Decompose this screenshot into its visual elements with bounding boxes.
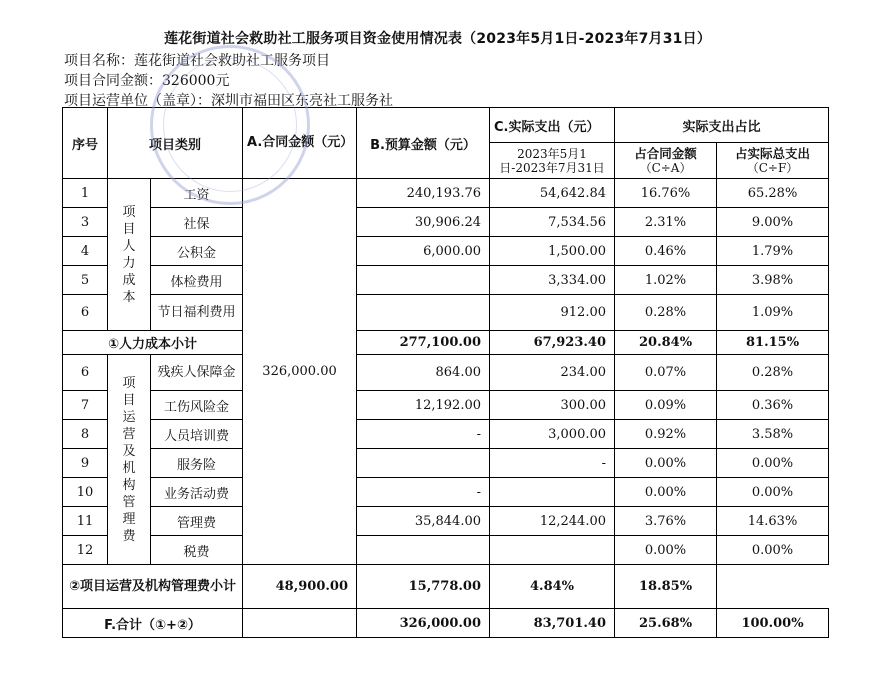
row-actual [490, 478, 615, 507]
group-label-ops: 项目运营及机构管理费 [108, 355, 151, 565]
project-name: 项目名称：莲花街道社会救助社工服务项目 [64, 53, 330, 69]
row-pct-contract: 0.00% [615, 478, 717, 507]
table-row [63, 507, 829, 536]
table-row [63, 536, 829, 565]
row-budget: 864.00 [357, 355, 490, 391]
row-pct-contract: 0.28% [615, 295, 717, 331]
operator-unit: 项目运营单位（盖章）：深圳市福田区东亮社工服务社 [64, 93, 393, 109]
row-pct-total: 0.00% [717, 536, 829, 565]
header-ratio-total-label: 占实际总支出 [735, 145, 811, 161]
header-ratio-contract-label: 占合同金额 [634, 145, 697, 161]
table-row [63, 420, 829, 449]
row-budget [357, 266, 490, 295]
row-budget [357, 295, 490, 331]
subtotal-actual: 15,778.00 [357, 565, 490, 609]
row-item: 社保 [151, 208, 243, 237]
row-actual: 54,642.84 [490, 179, 615, 208]
row-seq: 5 [63, 266, 108, 295]
row-seq: 1 [63, 179, 108, 208]
table-row [63, 295, 829, 331]
row-item: 管理费 [151, 507, 243, 536]
row-seq: 11 [63, 507, 108, 536]
row-seq: 8 [63, 420, 108, 449]
header-ratio-total-formula: （C÷F） [746, 160, 799, 175]
row-item: 工资 [151, 179, 243, 208]
row-budget: 240,193.76 [357, 179, 490, 208]
group-label-hr: 项目人力成本 [108, 179, 151, 331]
grand-total-budget: 326,000.00 [357, 609, 490, 638]
row-budget: - [357, 420, 490, 449]
row-item: 人员培训费 [151, 420, 243, 449]
row-pct-total: 0.00% [717, 478, 829, 507]
header-budget: B.预算金额（元） [357, 108, 490, 179]
fund-usage-table [62, 107, 829, 638]
header-seq: 序号 [63, 108, 108, 179]
row-seq: 6 [63, 355, 108, 391]
header-actual-period: 2023年5月1日-2023年7月31日 [490, 143, 615, 179]
row-pct-contract: 0.09% [615, 391, 717, 420]
row-actual: 3,334.00 [490, 266, 615, 295]
row-seq: 7 [63, 391, 108, 420]
grand-total-row [63, 609, 829, 638]
row-item: 公积金 [151, 237, 243, 266]
contract-total: 326,000.00 [243, 179, 357, 565]
row-actual: - [490, 449, 615, 478]
row-seq: 3 [63, 208, 108, 237]
header-ratio-contract-formula: （C÷A） [639, 160, 692, 175]
subtotal-budget: 277,100.00 [357, 331, 490, 355]
row-budget [357, 449, 490, 478]
subtotal-row-ops [63, 565, 829, 609]
row-item: 业务活动费 [151, 478, 243, 507]
subtotal-pct-total: 81.15% [717, 331, 829, 355]
row-pct-total: 3.98% [717, 266, 829, 295]
header-ratio-total [717, 143, 829, 179]
row-pct-contract: 1.02% [615, 266, 717, 295]
table-row [63, 355, 829, 391]
row-actual: 234.00 [490, 355, 615, 391]
row-pct-total: 9.00% [717, 208, 829, 237]
row-item: 节日福利费用 [151, 295, 243, 331]
row-actual: 3,000.00 [490, 420, 615, 449]
header-category: 项目类别 [108, 108, 243, 179]
row-pct-total: 65.28% [717, 179, 829, 208]
header-ratio-contract [615, 143, 717, 179]
row-pct-total: 3.58% [717, 420, 829, 449]
contract-amount: 项目合同金额：326000元 [64, 73, 230, 89]
row-pct-contract: 0.00% [615, 536, 717, 565]
row-item: 服务险 [151, 449, 243, 478]
row-seq: 9 [63, 449, 108, 478]
row-actual: 300.00 [490, 391, 615, 420]
row-item: 税费 [151, 536, 243, 565]
subtotal-label: ②项目运营及机构管理费小计 [63, 565, 243, 609]
subtotal-actual: 67,923.40 [490, 331, 615, 355]
grand-total-label: F.合计（①+②） [63, 609, 243, 638]
row-budget: 6,000.00 [357, 237, 490, 266]
row-budget: 30,906.24 [357, 208, 490, 237]
table-row [63, 179, 829, 208]
row-pct-contract: 3.76% [615, 507, 717, 536]
table-row [63, 449, 829, 478]
row-seq: 6 [63, 295, 108, 331]
row-pct-total: 14.63% [717, 507, 829, 536]
subtotal-budget: 48,900.00 [243, 565, 357, 609]
header-contract: A.合同金额（元） [243, 108, 357, 179]
row-pct-total: 0.28% [717, 355, 829, 391]
grand-total-contract-cell [243, 609, 357, 638]
page-title: 莲花街道社会救助社工服务项目资金使用情况表（2023年5月1日-2023年7月31日） [163, 31, 712, 47]
subtotal-pct-contract: 4.84% [490, 565, 615, 609]
subtotal-pct-total: 18.85% [615, 565, 717, 609]
table-row [63, 237, 829, 266]
row-pct-total: 1.79% [717, 237, 829, 266]
row-pct-contract: 0.92% [615, 420, 717, 449]
table-row [63, 266, 829, 295]
row-item: 残疾人保障金 [151, 355, 243, 391]
row-actual: 1,500.00 [490, 237, 615, 266]
header-ratio: 实际支出占比 [615, 108, 829, 143]
row-pct-total: 0.00% [717, 449, 829, 478]
table-row [63, 391, 829, 420]
subtotal-row-hr [63, 331, 829, 355]
row-item: 体检费用 [151, 266, 243, 295]
row-actual: 12,244.00 [490, 507, 615, 536]
row-pct-total: 1.09% [717, 295, 829, 331]
row-item: 工伤风险金 [151, 391, 243, 420]
row-seq: 10 [63, 478, 108, 507]
table-row [63, 208, 829, 237]
subtotal-label: ①人力成本小计 [63, 331, 243, 355]
row-pct-contract: 0.07% [615, 355, 717, 391]
table-row [63, 478, 829, 507]
row-pct-contract: 0.46% [615, 237, 717, 266]
row-actual [490, 536, 615, 565]
row-actual: 912.00 [490, 295, 615, 331]
row-budget: - [357, 478, 490, 507]
row-seq: 12 [63, 536, 108, 565]
row-pct-contract: 0.00% [615, 449, 717, 478]
row-pct-contract: 16.76% [615, 179, 717, 208]
header-actual: C.实际支出（元） [490, 108, 615, 143]
subtotal-pct-contract: 20.84% [615, 331, 717, 355]
grand-total-actual: 83,701.40 [490, 609, 615, 638]
row-budget [357, 536, 490, 565]
row-seq: 4 [63, 237, 108, 266]
row-budget: 12,192.00 [357, 391, 490, 420]
grand-total-pct-total: 100.00% [717, 609, 829, 638]
row-pct-contract: 2.31% [615, 208, 717, 237]
row-budget: 35,844.00 [357, 507, 490, 536]
row-pct-total: 0.36% [717, 391, 829, 420]
grand-total-pct-contract: 25.68% [615, 609, 717, 638]
row-actual: 7,534.56 [490, 208, 615, 237]
